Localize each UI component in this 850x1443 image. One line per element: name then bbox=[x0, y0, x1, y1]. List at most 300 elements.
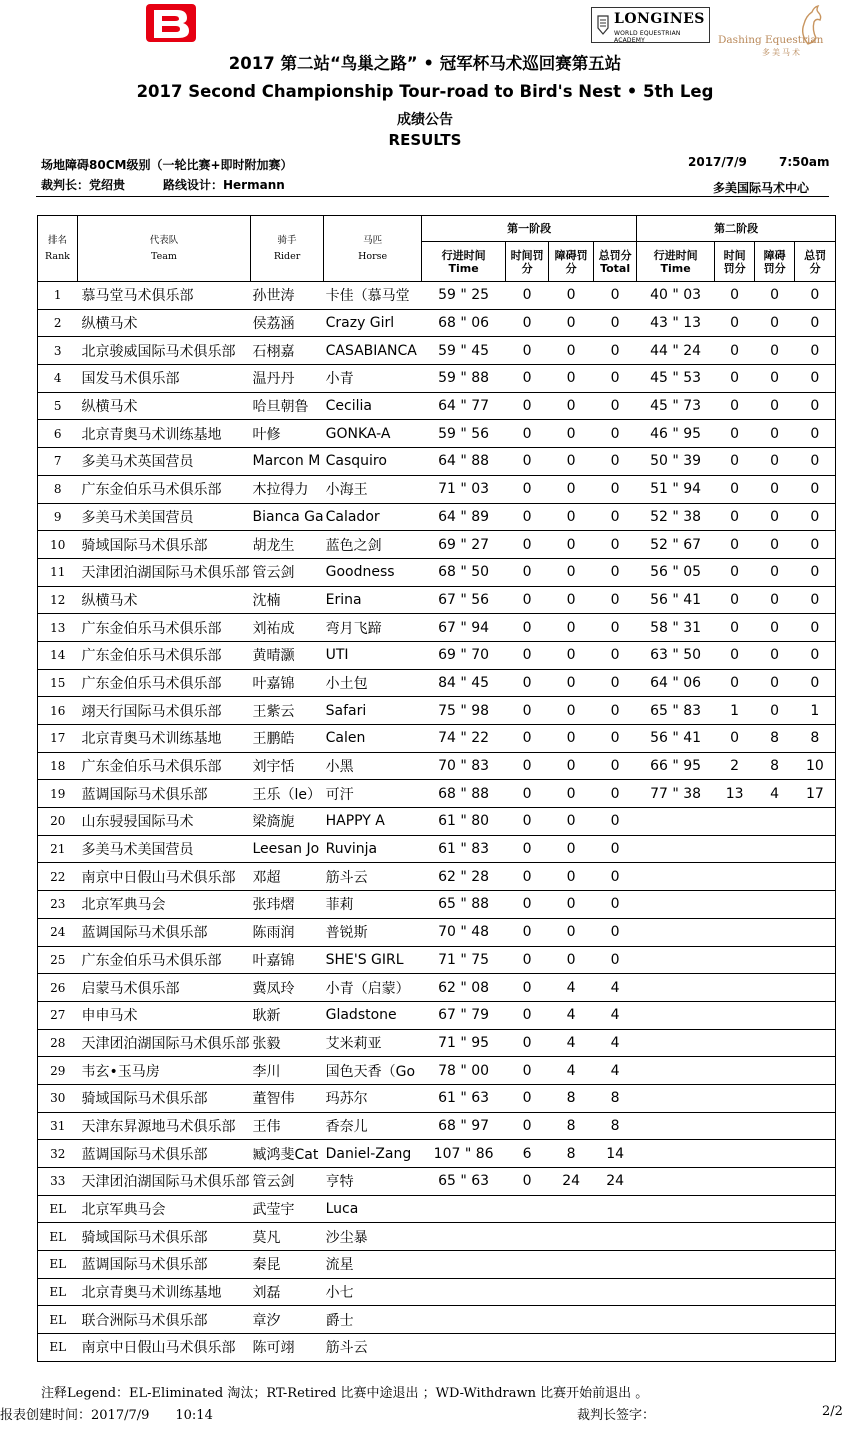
row-time1: 70 " 83 bbox=[422, 752, 506, 780]
row-time-penalty2: 0 bbox=[715, 725, 755, 753]
row-time-penalty1: 0 bbox=[506, 365, 549, 393]
dashing-wordmark-cn: 多美马术 bbox=[762, 48, 802, 57]
row-rider: 王乐（le） bbox=[251, 780, 324, 808]
row-time-penalty1 bbox=[506, 1306, 549, 1334]
row-time-penalty2: 13 bbox=[715, 780, 755, 808]
row-total2: 17 bbox=[795, 780, 836, 808]
table-row bbox=[38, 337, 836, 365]
row-total1: 0 bbox=[594, 669, 637, 697]
row-obstacle-penalty2 bbox=[755, 808, 795, 836]
event-date: 2017/7/9 bbox=[688, 155, 747, 169]
row-total2 bbox=[795, 946, 836, 974]
row-time1: 68 " 50 bbox=[422, 558, 506, 586]
row-time-penalty1: 0 bbox=[506, 641, 549, 669]
row-total1 bbox=[594, 1306, 637, 1334]
table-row bbox=[38, 1306, 836, 1334]
row-rider: 董智伟 bbox=[251, 1084, 324, 1112]
table-row bbox=[38, 752, 836, 780]
row-rider: 王紫云 bbox=[251, 697, 324, 725]
row-obstacle-penalty2: 0 bbox=[755, 558, 795, 586]
row-time2 bbox=[637, 1251, 715, 1279]
row-time1: 61 " 80 bbox=[422, 808, 506, 836]
row-time-penalty1: 0 bbox=[506, 891, 549, 919]
row-obstacle-penalty2 bbox=[755, 1029, 795, 1057]
row-obstacle-penalty1: 0 bbox=[549, 891, 594, 919]
row-time-penalty1: 0 bbox=[506, 503, 549, 531]
row-time-penalty2: 0 bbox=[715, 448, 755, 476]
table-row bbox=[38, 780, 836, 808]
row-rider: 莫凡 bbox=[251, 1223, 324, 1251]
row-obstacle-penalty1: 0 bbox=[549, 282, 594, 310]
row-team: 蓝调国际马术俱乐部 bbox=[78, 918, 251, 946]
results-notice-heading: 成绩公告 bbox=[397, 112, 453, 128]
table-row bbox=[38, 946, 836, 974]
row-total2: 0 bbox=[795, 531, 836, 559]
row-total2 bbox=[795, 1168, 836, 1196]
row-horse: Calen bbox=[324, 725, 422, 753]
row-time2: 63 " 50 bbox=[637, 641, 715, 669]
table-row bbox=[38, 1251, 836, 1279]
col-team: 代表队 Team bbox=[78, 216, 251, 282]
row-time1: 62 " 08 bbox=[422, 974, 506, 1002]
row-team: 联合洲际马术俱乐部 bbox=[78, 1306, 251, 1334]
row-time-penalty1: 0 bbox=[506, 780, 549, 808]
row-time2 bbox=[637, 891, 715, 919]
row-rank: 17 bbox=[38, 725, 78, 753]
row-rider: 王鹏皓 bbox=[251, 725, 324, 753]
row-rank: 8 bbox=[38, 475, 78, 503]
row-time-penalty1: 0 bbox=[506, 614, 549, 642]
row-time1: 75 " 98 bbox=[422, 697, 506, 725]
row-time1 bbox=[422, 1278, 506, 1306]
row-time1: 78 " 00 bbox=[422, 1057, 506, 1085]
row-total2 bbox=[795, 1195, 836, 1223]
row-time-penalty2: 0 bbox=[715, 309, 755, 337]
row-rider: 刘磊 bbox=[251, 1278, 324, 1306]
row-horse: Luca bbox=[324, 1195, 422, 1223]
row-rider: 邓超 bbox=[251, 863, 324, 891]
row-rider: 耿新 bbox=[251, 1001, 324, 1029]
table-row bbox=[38, 392, 836, 420]
row-obstacle-penalty2: 0 bbox=[755, 475, 795, 503]
table-row bbox=[38, 918, 836, 946]
col-time1: 行进时间 Time bbox=[422, 242, 506, 282]
row-time1 bbox=[422, 1195, 506, 1223]
row-time-penalty2 bbox=[715, 1084, 755, 1112]
row-total1: 24 bbox=[594, 1168, 637, 1196]
row-total2 bbox=[795, 863, 836, 891]
row-total1 bbox=[594, 1251, 637, 1279]
table-row bbox=[38, 835, 836, 863]
row-horse: 沙尘暴 bbox=[324, 1223, 422, 1251]
table-row bbox=[38, 1140, 836, 1168]
row-total2 bbox=[795, 1306, 836, 1334]
row-total1: 0 bbox=[594, 475, 637, 503]
longines-wing-icon bbox=[596, 14, 610, 36]
row-total1: 0 bbox=[594, 337, 637, 365]
row-time-penalty2 bbox=[715, 918, 755, 946]
row-obstacle-penalty1: 0 bbox=[549, 337, 594, 365]
row-time2 bbox=[637, 808, 715, 836]
row-time-penalty2 bbox=[715, 1168, 755, 1196]
row-rank: 20 bbox=[38, 808, 78, 836]
row-time-penalty2 bbox=[715, 1140, 755, 1168]
row-team: 南京中日假山马术俱乐部 bbox=[78, 863, 251, 891]
row-team: 南京中日假山马术俱乐部 bbox=[78, 1334, 251, 1362]
event-time: 7:50am bbox=[779, 155, 830, 169]
row-time2 bbox=[637, 1112, 715, 1140]
row-time2: 40 " 03 bbox=[637, 282, 715, 310]
table-row bbox=[38, 641, 836, 669]
table-row bbox=[38, 725, 836, 753]
row-time-penalty1: 0 bbox=[506, 475, 549, 503]
row-rider: 沈楠 bbox=[251, 586, 324, 614]
row-rider: 冀凤玲 bbox=[251, 974, 324, 1002]
row-time-penalty2: 0 bbox=[715, 669, 755, 697]
row-obstacle-penalty1: 4 bbox=[549, 1057, 594, 1085]
row-rider: 孙世涛 bbox=[251, 282, 324, 310]
row-total1: 0 bbox=[594, 282, 637, 310]
row-time2: 45 " 73 bbox=[637, 392, 715, 420]
col-rider: 骑手 Rider bbox=[251, 216, 324, 282]
row-time1: 69 " 70 bbox=[422, 641, 506, 669]
col-rank: 排名 Rank bbox=[38, 216, 78, 282]
row-time1: 65 " 63 bbox=[422, 1168, 506, 1196]
row-time-penalty2: 0 bbox=[715, 531, 755, 559]
row-horse: 筋斗云 bbox=[324, 863, 422, 891]
row-rider: 叶修 bbox=[251, 420, 324, 448]
table-row bbox=[38, 309, 836, 337]
row-time-penalty2: 0 bbox=[715, 365, 755, 393]
row-rider: 叶嘉锦 bbox=[251, 946, 324, 974]
row-horse: 爵士 bbox=[324, 1306, 422, 1334]
row-time-penalty2 bbox=[715, 1223, 755, 1251]
table-body bbox=[38, 282, 836, 1362]
row-obstacle-penalty2: 0 bbox=[755, 392, 795, 420]
row-time-penalty2 bbox=[715, 946, 755, 974]
row-rank: 10 bbox=[38, 531, 78, 559]
row-time-penalty1: 0 bbox=[506, 1084, 549, 1112]
row-time-penalty1: 0 bbox=[506, 392, 549, 420]
table-row bbox=[38, 808, 836, 836]
row-obstacle-penalty1: 0 bbox=[549, 586, 594, 614]
row-team: 骑域国际马术俱乐部 bbox=[78, 1084, 251, 1112]
row-time-penalty1: 0 bbox=[506, 725, 549, 753]
row-obstacle-penalty1: 4 bbox=[549, 1029, 594, 1057]
row-team: 北京骏威国际马术俱乐部 bbox=[78, 337, 251, 365]
table-row bbox=[38, 1278, 836, 1306]
row-rank: 1 bbox=[38, 282, 78, 310]
row-horse: UTI bbox=[324, 641, 422, 669]
row-obstacle-penalty2 bbox=[755, 1001, 795, 1029]
row-total2: 8 bbox=[795, 725, 836, 753]
row-time-penalty2 bbox=[715, 1251, 755, 1279]
row-time-penalty1: 0 bbox=[506, 808, 549, 836]
row-horse: 流星 bbox=[324, 1251, 422, 1279]
report-created-time: 报表创建时间：2017/7/9 10:14 bbox=[0, 1408, 213, 1423]
row-time1: 70 " 48 bbox=[422, 918, 506, 946]
row-rank: EL bbox=[38, 1223, 78, 1251]
row-rank: 11 bbox=[38, 558, 78, 586]
row-rank: 14 bbox=[38, 641, 78, 669]
row-time2 bbox=[637, 1140, 715, 1168]
row-total1: 0 bbox=[594, 614, 637, 642]
row-time1: 68 " 06 bbox=[422, 309, 506, 337]
row-time1 bbox=[422, 1251, 506, 1279]
row-obstacle-penalty2: 0 bbox=[755, 614, 795, 642]
row-obstacle-penalty2: 0 bbox=[755, 586, 795, 614]
row-time-penalty1: 0 bbox=[506, 918, 549, 946]
row-rank: EL bbox=[38, 1251, 78, 1279]
legend-note: 注释Legend：EL-Eliminated 淘汰；RT-Retired 比赛中途退出 ；WD-Withdrawn 比赛开始前退出 。 bbox=[41, 1386, 649, 1401]
table-header bbox=[38, 216, 836, 282]
row-rider: 温丹丹 bbox=[251, 365, 324, 393]
row-rank: 27 bbox=[38, 1001, 78, 1029]
row-rank: 31 bbox=[38, 1112, 78, 1140]
row-obstacle-penalty2: 0 bbox=[755, 531, 795, 559]
row-total1: 4 bbox=[594, 1001, 637, 1029]
row-obstacle-penalty2 bbox=[755, 891, 795, 919]
row-time2: 52 " 67 bbox=[637, 531, 715, 559]
row-total1: 4 bbox=[594, 1029, 637, 1057]
row-obstacle-penalty1: 0 bbox=[549, 392, 594, 420]
row-time-penalty1: 0 bbox=[506, 697, 549, 725]
row-obstacle-penalty1: 0 bbox=[549, 365, 594, 393]
row-time-penalty2 bbox=[715, 1029, 755, 1057]
row-time2 bbox=[637, 974, 715, 1002]
row-rank: 12 bbox=[38, 586, 78, 614]
row-time-penalty1: 0 bbox=[506, 1029, 549, 1057]
row-obstacle-penalty2 bbox=[755, 1057, 795, 1085]
row-time1: 71 " 75 bbox=[422, 946, 506, 974]
row-time1: 69 " 27 bbox=[422, 531, 506, 559]
row-time-penalty1: 0 bbox=[506, 1112, 549, 1140]
row-time-penalty1 bbox=[506, 1278, 549, 1306]
row-time1: 71 " 03 bbox=[422, 475, 506, 503]
row-obstacle-penalty1: 0 bbox=[549, 420, 594, 448]
row-rider: 木拉得力 bbox=[251, 475, 324, 503]
row-total2: 10 bbox=[795, 752, 836, 780]
row-obstacle-penalty2 bbox=[755, 1195, 795, 1223]
row-rider: 武莹宇 bbox=[251, 1195, 324, 1223]
row-time-penalty2: 0 bbox=[715, 475, 755, 503]
row-horse: 玛苏尔 bbox=[324, 1084, 422, 1112]
row-total2 bbox=[795, 1278, 836, 1306]
row-total1: 0 bbox=[594, 752, 637, 780]
row-horse: 小土包 bbox=[324, 669, 422, 697]
row-rank: 30 bbox=[38, 1084, 78, 1112]
row-obstacle-penalty1 bbox=[549, 1278, 594, 1306]
row-obstacle-penalty1 bbox=[549, 1251, 594, 1279]
row-time-penalty1: 0 bbox=[506, 448, 549, 476]
row-obstacle-penalty1: 0 bbox=[549, 835, 594, 863]
row-rank: 7 bbox=[38, 448, 78, 476]
row-rank: 18 bbox=[38, 752, 78, 780]
title-english: 2017 Second Championship Tour-road to Bird's Nest • 5th Leg bbox=[136, 82, 714, 101]
row-rider: 张毅 bbox=[251, 1029, 324, 1057]
title-chinese: 2017 第二站“鸟巢之路” • 冠军杯马术巡回赛第五站 bbox=[228, 54, 622, 73]
row-total1: 0 bbox=[594, 503, 637, 531]
row-obstacle-penalty2: 0 bbox=[755, 697, 795, 725]
row-team: 山东骎骎国际马术 bbox=[78, 808, 251, 836]
row-horse: GONKA-A bbox=[324, 420, 422, 448]
row-obstacle-penalty2 bbox=[755, 1140, 795, 1168]
row-time-penalty1: 0 bbox=[506, 1057, 549, 1085]
row-rank: 6 bbox=[38, 420, 78, 448]
row-time1 bbox=[422, 1334, 506, 1362]
row-total2: 0 bbox=[795, 365, 836, 393]
row-obstacle-penalty2: 0 bbox=[755, 503, 795, 531]
row-total2: 0 bbox=[795, 282, 836, 310]
row-team: 申申马术 bbox=[78, 1001, 251, 1029]
row-horse: 卡佳（慕马堂 bbox=[324, 282, 422, 310]
row-horse: HAPPY A bbox=[324, 808, 422, 836]
row-obstacle-penalty1: 0 bbox=[549, 808, 594, 836]
row-obstacle-penalty1: 0 bbox=[549, 614, 594, 642]
row-time-penalty1 bbox=[506, 1223, 549, 1251]
row-horse: 普锐斯 bbox=[324, 918, 422, 946]
row-rider: 黄晴灏 bbox=[251, 641, 324, 669]
row-time2 bbox=[637, 835, 715, 863]
row-team: 蓝调国际马术俱乐部 bbox=[78, 1251, 251, 1279]
row-time2: 51 " 94 bbox=[637, 475, 715, 503]
row-total2 bbox=[795, 1001, 836, 1029]
row-team: 广东金伯乐马术俱乐部 bbox=[78, 614, 251, 642]
table-row bbox=[38, 448, 836, 476]
table-row bbox=[38, 974, 836, 1002]
row-obstacle-penalty2 bbox=[755, 1278, 795, 1306]
row-total2: 0 bbox=[795, 448, 836, 476]
row-obstacle-penalty1: 0 bbox=[549, 780, 594, 808]
row-obstacle-penalty2 bbox=[755, 1112, 795, 1140]
row-team: 翊天行国际马术俱乐部 bbox=[78, 697, 251, 725]
row-team: 天津团泊湖国际马术俱乐部 bbox=[78, 1029, 251, 1057]
row-total2 bbox=[795, 1112, 836, 1140]
row-total1: 0 bbox=[594, 365, 637, 393]
row-obstacle-penalty1: 4 bbox=[549, 974, 594, 1002]
table-row bbox=[38, 475, 836, 503]
row-obstacle-penalty1: 8 bbox=[549, 1140, 594, 1168]
row-obstacle-penalty2: 8 bbox=[755, 752, 795, 780]
row-rank: 26 bbox=[38, 974, 78, 1002]
row-obstacle-penalty2 bbox=[755, 974, 795, 1002]
chief-judge: 裁判长：党绍贵 bbox=[41, 178, 126, 192]
class-name: 场地障碍80CM级别（一轮比赛+即时附加赛） bbox=[41, 158, 293, 172]
row-time-penalty2: 0 bbox=[715, 503, 755, 531]
table-row bbox=[38, 531, 836, 559]
row-horse: CASABIANCA bbox=[324, 337, 422, 365]
judge-signature-label: 裁判长签字： bbox=[577, 1408, 656, 1423]
row-time-penalty1: 0 bbox=[506, 863, 549, 891]
row-time-penalty2 bbox=[715, 1057, 755, 1085]
row-time2 bbox=[637, 1057, 715, 1085]
row-obstacle-penalty2 bbox=[755, 1251, 795, 1279]
row-rank: 25 bbox=[38, 946, 78, 974]
table-row bbox=[38, 669, 836, 697]
row-rank: 9 bbox=[38, 503, 78, 531]
row-time1: 67 " 79 bbox=[422, 1001, 506, 1029]
row-total2: 0 bbox=[795, 475, 836, 503]
row-horse: 小黑 bbox=[324, 752, 422, 780]
row-obstacle-penalty2 bbox=[755, 1334, 795, 1362]
row-horse: 蓝色之剑 bbox=[324, 531, 422, 559]
row-total1: 4 bbox=[594, 974, 637, 1002]
row-time2: 50 " 39 bbox=[637, 448, 715, 476]
row-obstacle-penalty2: 8 bbox=[755, 725, 795, 753]
row-time2: 56 " 41 bbox=[637, 725, 715, 753]
table-row bbox=[38, 586, 836, 614]
row-time2: 64 " 06 bbox=[637, 669, 715, 697]
row-total1: 0 bbox=[594, 891, 637, 919]
row-total1: 0 bbox=[594, 835, 637, 863]
row-total1: 0 bbox=[594, 725, 637, 753]
row-time1 bbox=[422, 1223, 506, 1251]
page-number: 2/2 bbox=[822, 1404, 843, 1419]
row-rank: 2 bbox=[38, 309, 78, 337]
course-designer: 路线设计：Hermann bbox=[163, 178, 285, 192]
tour-logo-icon bbox=[145, 3, 197, 43]
row-total2 bbox=[795, 1334, 836, 1362]
row-time1: 67 " 56 bbox=[422, 586, 506, 614]
row-horse: 小青（启蒙） bbox=[324, 974, 422, 1002]
row-total1: 0 bbox=[594, 697, 637, 725]
row-total1: 0 bbox=[594, 586, 637, 614]
row-obstacle-penalty2: 0 bbox=[755, 669, 795, 697]
row-horse: 香奈儿 bbox=[324, 1112, 422, 1140]
longines-wordmark: LONGINES bbox=[614, 11, 705, 27]
row-total2 bbox=[795, 1084, 836, 1112]
row-obstacle-penalty2: 0 bbox=[755, 365, 795, 393]
row-total1 bbox=[594, 1195, 637, 1223]
row-time2 bbox=[637, 1001, 715, 1029]
row-total1: 0 bbox=[594, 863, 637, 891]
row-rider: 秦昆 bbox=[251, 1251, 324, 1279]
row-time1: 61 " 63 bbox=[422, 1084, 506, 1112]
row-rider: 侯荔涵 bbox=[251, 309, 324, 337]
row-time1: 61 " 83 bbox=[422, 835, 506, 863]
row-obstacle-penalty2 bbox=[755, 835, 795, 863]
row-time2: 44 " 24 bbox=[637, 337, 715, 365]
table-row bbox=[38, 1112, 836, 1140]
row-time-penalty1: 0 bbox=[506, 974, 549, 1002]
row-team: 广东金伯乐马术俱乐部 bbox=[78, 669, 251, 697]
row-obstacle-penalty1 bbox=[549, 1334, 594, 1362]
row-obstacle-penalty2 bbox=[755, 1306, 795, 1334]
dashing-wordmark: Dashing Equestrian bbox=[718, 34, 824, 46]
row-total2: 0 bbox=[795, 392, 836, 420]
row-obstacle-penalty1: 0 bbox=[549, 531, 594, 559]
row-total2: 0 bbox=[795, 337, 836, 365]
row-obstacle-penalty2 bbox=[755, 918, 795, 946]
row-time-penalty2: 0 bbox=[715, 282, 755, 310]
row-rank: 23 bbox=[38, 891, 78, 919]
row-total2: 0 bbox=[795, 586, 836, 614]
row-total1: 0 bbox=[594, 808, 637, 836]
row-time1: 67 " 94 bbox=[422, 614, 506, 642]
row-obstacle-penalty2: 0 bbox=[755, 641, 795, 669]
row-time-penalty2: 0 bbox=[715, 641, 755, 669]
row-total1: 0 bbox=[594, 780, 637, 808]
row-time1: 84 " 45 bbox=[422, 669, 506, 697]
row-time-penalty2: 0 bbox=[715, 558, 755, 586]
col-obstacle-penalty1: 障碍罚 分 bbox=[549, 242, 594, 282]
results-table bbox=[37, 215, 836, 1362]
row-time-penalty1: 0 bbox=[506, 558, 549, 586]
row-time-penalty2 bbox=[715, 891, 755, 919]
row-rank: 21 bbox=[38, 835, 78, 863]
row-time-penalty1: 0 bbox=[506, 586, 549, 614]
row-time1: 68 " 97 bbox=[422, 1112, 506, 1140]
